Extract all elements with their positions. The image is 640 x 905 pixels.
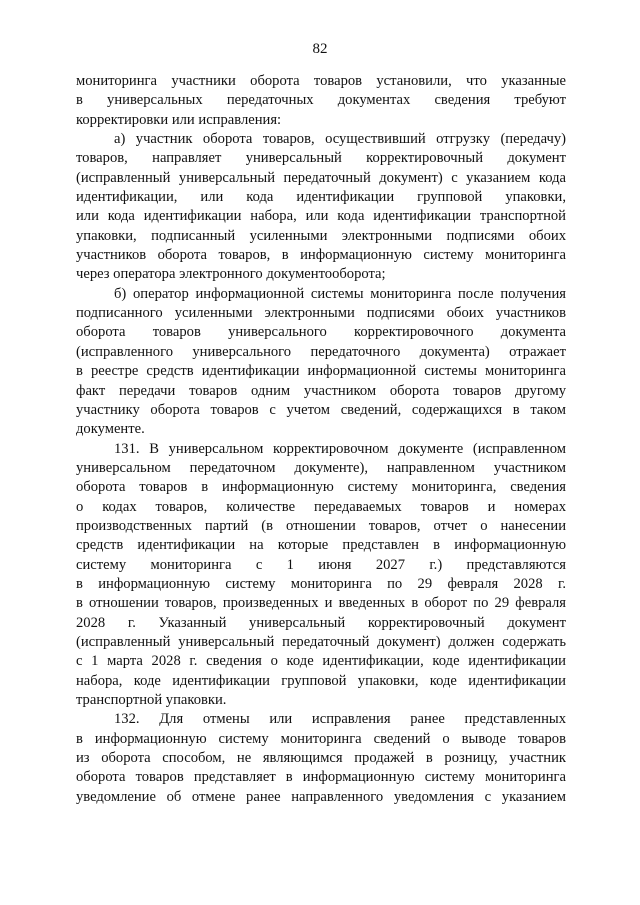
text-line: а) участник оборота товаров, осуществивший отгрузку (передачу) bbox=[114, 131, 566, 148]
text-line: упаковки, подписанный усиленными электронными подписями обоих bbox=[76, 227, 566, 244]
text-line: 2028 г. Указанный универсальный корректировочный документ bbox=[76, 614, 566, 631]
text-line: в информационную систему мониторинга сведений о выводе товаров bbox=[76, 730, 566, 747]
text-line: с 1 марта 2028 г. сведения о коде идентификации, коде идентификации bbox=[76, 653, 566, 670]
text-line: транспортной упаковки. bbox=[76, 692, 227, 708]
text-line: систему мониторинга с 1 июня 2027 г.) представляются bbox=[76, 556, 566, 573]
text-line: в информационную систему мониторинга по 29 февраля 2028 г. bbox=[76, 575, 566, 592]
text-line: в реестре средств идентификации информационной системы мониторинга bbox=[76, 363, 566, 380]
text-line: 132. Для отмены или исправления ранее представленных bbox=[114, 711, 566, 728]
text-line: или кода идентификации набора, или кода идентификации транспортной bbox=[76, 208, 566, 225]
text-line: факт передачи товаров одним участником оборота товаров другому bbox=[76, 382, 566, 399]
text-line: подписанного усиленными электронными подписями обоих участников bbox=[76, 305, 566, 322]
text-line: оборота товаров представляет в информационную систему мониторинга bbox=[76, 769, 566, 786]
text-line: товаров, направляет универсальный корректировочный документ bbox=[76, 150, 566, 167]
text-line: в отношении товаров, произведенных и введенных в оборот по 29 февраля bbox=[76, 595, 566, 612]
text-line: участнику оборота товаров с учетом сведений, содержащихся в таком bbox=[76, 401, 566, 418]
text-line: мониторинга участники оборота товаров установили, что указанные bbox=[76, 73, 566, 89]
text-line: через оператора электронного документооборота; bbox=[76, 266, 386, 283]
text-line: идентификации, или кода идентификации групповой упаковки, bbox=[76, 189, 566, 206]
text-line: средств идентификации на которые представлен в информационную bbox=[76, 537, 566, 554]
text-line: из оборота способом, не являющимся продажей в розницу, участник bbox=[76, 750, 566, 767]
text-line: 131. В универсальном корректировочном документе (исправленном bbox=[114, 440, 566, 457]
text-line: универсальном передаточном документе), направленном участником bbox=[76, 459, 566, 476]
text-line: (исправленный универсальный передаточный документ) с указанием кода bbox=[76, 169, 566, 186]
text-line: б) оператор информационной системы мониторинга после получения bbox=[114, 285, 566, 302]
text-line: набора, коде идентификации групповой упаковки, коде идентификации bbox=[76, 672, 566, 689]
text-line: корректировки или исправления: bbox=[76, 111, 282, 128]
text-line: оборота товаров универсального корректировочного документа bbox=[76, 324, 566, 341]
text-line: в универсальных передаточных документах сведения требуют bbox=[76, 92, 566, 109]
body-text bbox=[76, 72, 566, 807]
text-line: документе. bbox=[76, 421, 145, 438]
text-line: (исправленный универсальный передаточный документ) должен содержать bbox=[76, 633, 566, 650]
text-line: участников оборота товаров, в информационную систему мониторинга bbox=[76, 247, 566, 264]
text-line: оборота товаров в информационную систему мониторинга, сведения bbox=[76, 479, 566, 496]
text-line: (исправленного универсального передаточного документа) отражает bbox=[76, 343, 566, 360]
page-number: 82 bbox=[312, 41, 328, 57]
text-line: о кодах товаров, количестве передаваемых товаров и номерах bbox=[76, 498, 566, 515]
text-line: производственных партий (в отношении товаров, отчет о нанесении bbox=[76, 517, 566, 534]
text-line: уведомление об отмене ранее направленного уведомления с указанием bbox=[76, 788, 566, 805]
